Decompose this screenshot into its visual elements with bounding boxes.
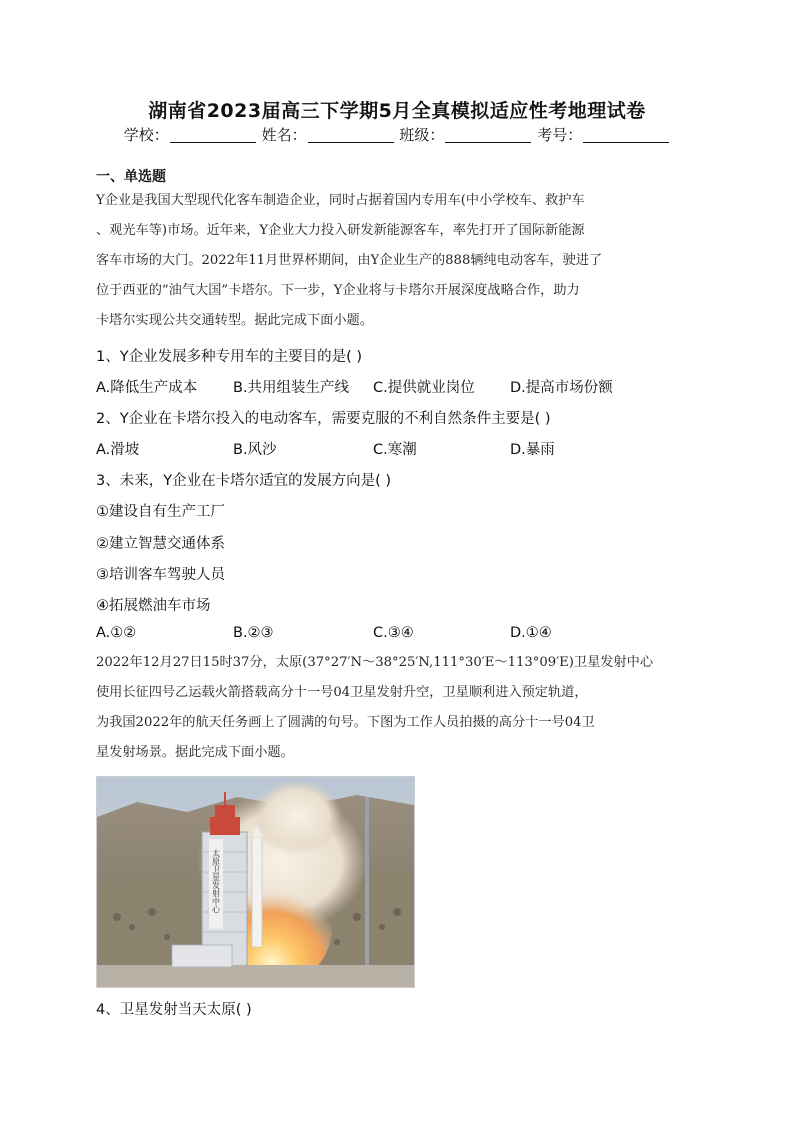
q3-statement: ④拓展燃油车市场 [96, 598, 211, 614]
ground-pad [97, 965, 414, 987]
q3-option-b[interactable]: B.②③ [233, 625, 274, 641]
name-blank[interactable] [308, 128, 394, 143]
section-title: 一、单选题 [96, 169, 166, 185]
question-3-stem: 3、未来，Y企业在卡塔尔适宜的发展方向是( ) [96, 473, 392, 489]
school-label: 学校： [123, 126, 169, 144]
passage-line: 位于西亚的“油气大国”卡塔尔。下一步，Y企业将与卡塔尔开展深度战略合作，助力 [96, 283, 580, 298]
class-blank[interactable] [445, 128, 531, 143]
q2-option-d[interactable]: D.暴雨 [510, 442, 555, 458]
q3-statement: ②建立智慧交通体系 [96, 536, 225, 552]
passage-line: 2022年12月27日15时37分，太原(37°27′N～38°25′N,111°30′E～113°09′E)卫星发射中心 [96, 655, 654, 670]
q1-option-d[interactable]: D.提高市场份额 [510, 380, 613, 396]
q3-option-c[interactable]: C.③④ [373, 625, 414, 641]
tower-vertical-text: 太原卫星发射中心 [211, 849, 221, 913]
passage-line: 使用长征四号乙运载火箭搭载高分十一号04卫星发射升空，卫星顺利进入预定轨道， [96, 685, 588, 700]
question-4-stem: 4、卫星发射当天太原( ) [96, 1002, 252, 1018]
q3-statement: ③培训客车驾驶人员 [96, 567, 225, 583]
number-blank[interactable] [583, 128, 669, 143]
passage-line: 星发射场景。据此完成下面小题。 [96, 745, 294, 760]
q2-option-c[interactable]: C.寒潮 [373, 442, 417, 458]
question-2-stem: 2、Y企业在卡塔尔投入的电动客车，需要克服的不利自然条件主要是( ) [96, 411, 551, 427]
q2-option-a[interactable]: A.滑坡 [96, 442, 140, 458]
passage-line: 客车市场的大门。2022年11月世界杯期间，由Y企业生产的888辆纯电动客车，驶进了 [96, 253, 603, 268]
pad-buildings [172, 945, 232, 967]
passage-1 [96, 186, 696, 336]
passage-2 [96, 648, 696, 768]
q1-option-a[interactable]: A.降低生产成本 [96, 380, 198, 396]
exam-title: 湖南省2023届高三下学期5月全真模拟适应性考地理试卷 [148, 100, 646, 122]
school-blank[interactable] [170, 128, 256, 143]
rocket-launch-photo [96, 776, 415, 988]
q1-option-c[interactable]: C.提供就业岗位 [373, 380, 475, 396]
q1-option-b[interactable]: B.共用组装生产线 [233, 380, 350, 396]
right-lightning-tower [365, 797, 369, 972]
passage-line: 为我国2022年的航天任务画上了圆满的句号。下图为工作人员拍摄的高分十一号04卫 [96, 715, 595, 730]
q2-option-b[interactable]: B.风沙 [233, 442, 277, 458]
q3-statement: ①建设自有生产工厂 [96, 504, 225, 520]
name-label: 姓名： [261, 126, 307, 144]
rocket-body [252, 837, 262, 947]
number-label: 考号： [537, 126, 583, 144]
photo-smoke-top [252, 779, 342, 855]
q3-option-d[interactable]: D.①④ [510, 625, 552, 641]
q3-option-a[interactable]: A.①② [96, 625, 137, 641]
passage-line: Y企业是我国大型现代化客车制造企业，同时占据着国内专用车(中小学校车、救护车 [96, 193, 585, 208]
student-info-line [0, 124, 794, 145]
passage-line: 卡塔尔实现公共交通转型。据此完成下面小题。 [96, 313, 373, 328]
class-label: 班级： [399, 126, 445, 144]
passage-line: 、观光车等)市场。近年来，Y企业大力投入研发新能源客车，率先打开了国际新能源 [96, 223, 585, 238]
question-1-stem: 1、Y企业发展多种专用车的主要目的是( ) [96, 349, 363, 365]
